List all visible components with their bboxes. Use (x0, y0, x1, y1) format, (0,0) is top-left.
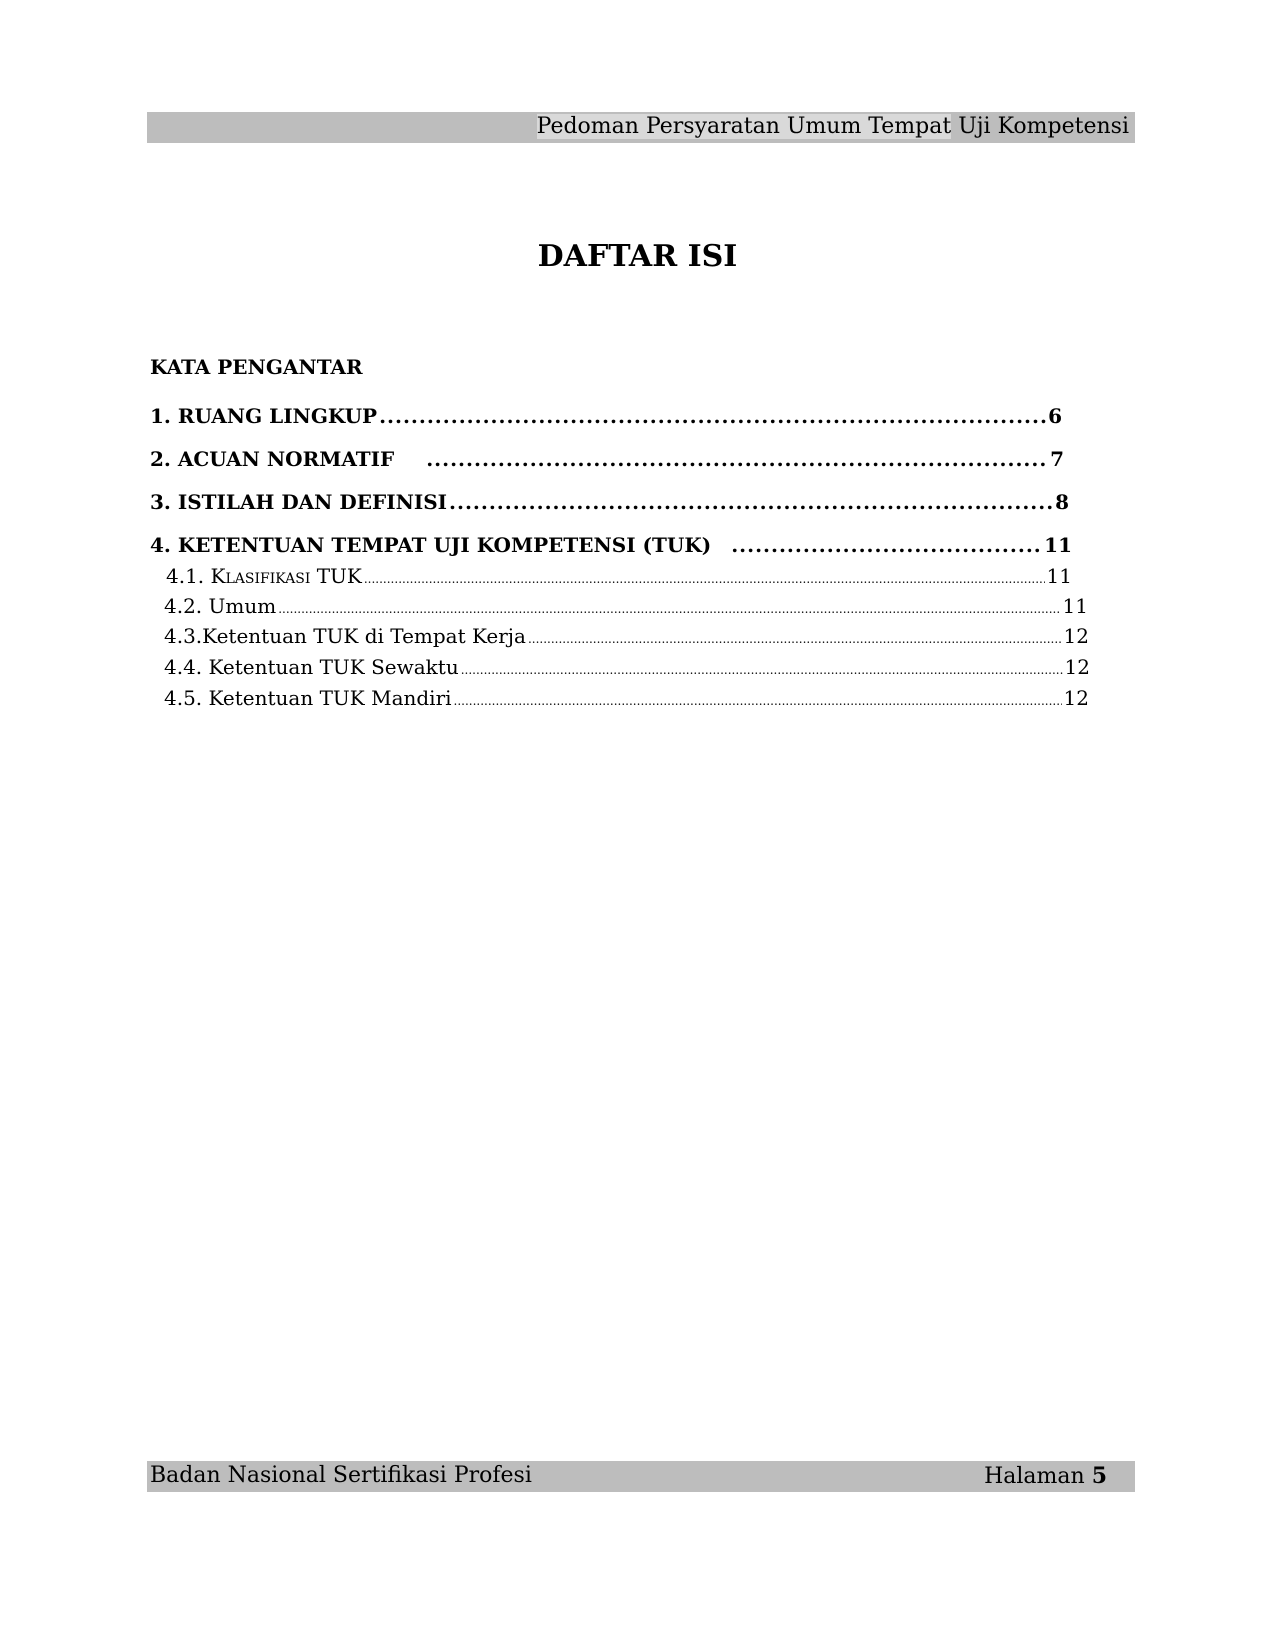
toc-entry-label: 2. ACUAN NORMATIF (150, 447, 395, 471)
toc-entry-label: 3. ISTILAH DAN DEFINISI (150, 490, 448, 514)
toc-subentry[interactable] (164, 593, 1088, 622)
toc-subentry-label: 4.4. Ketentuan TUK Sewaktu (164, 655, 459, 679)
toc-subentry-page: 11 (1062, 594, 1088, 618)
toc-leader (731, 532, 1042, 558)
toc-subentry[interactable] (166, 563, 1072, 592)
toc-leader (454, 688, 1062, 714)
toc-entry[interactable] (150, 532, 1072, 558)
toc-subentry-label: 4.3.Ketentuan TUK di Tempat Kerja (164, 624, 526, 648)
footer-organization: Badan Nasional Sertifikasi Profesi (150, 1463, 532, 1488)
toc-subentry-page: 12 (1063, 624, 1089, 648)
footer-page-number: 5 (1091, 1463, 1107, 1489)
toc-subentry-label: 4.2. Umum (164, 594, 277, 618)
toc-subentry-page: 12 (1064, 655, 1090, 679)
toc-entry-page: 11 (1044, 533, 1072, 557)
header-title (537, 114, 1129, 140)
toc-leader (426, 446, 1048, 472)
page-header (147, 112, 1135, 143)
page-footer (147, 1461, 1135, 1492)
toc-subentry-page: 11 (1046, 564, 1072, 588)
toc-entry-label: 1. RUANG LINGKUP (150, 404, 378, 428)
toc-entry[interactable] (150, 489, 1069, 515)
toc-entry-page: 7 (1050, 447, 1064, 471)
toc-leader (364, 566, 1045, 592)
toc-subentry-label: 4.5. Ketentuan TUK Mandiri (164, 686, 452, 710)
footer-page-indicator (984, 1463, 1107, 1490)
toc-leader (379, 403, 1046, 429)
toc-leader (449, 489, 1053, 515)
toc-subentry-page: 12 (1063, 686, 1089, 710)
toc-entry[interactable] (150, 446, 1064, 472)
footer-page-label: Halaman (984, 1464, 1085, 1489)
toc-entry-page: 6 (1048, 404, 1062, 428)
toc-subentry[interactable] (164, 623, 1089, 652)
toc-subentry[interactable] (164, 654, 1090, 683)
toc-entry-label: 4. KETENTUAN TEMPAT UJI KOMPETENSI (TUK) (150, 533, 712, 557)
document-title: DAFTAR ISI (537, 239, 738, 274)
toc-entry[interactable] (150, 403, 1062, 429)
header-title-part1: Pedoman Persyaratan Umum Tempat (536, 114, 952, 139)
toc-subentry[interactable] (164, 685, 1089, 714)
toc-subentry-label: 4.1. Klasifikasi TUK (166, 564, 362, 588)
toc-leader (461, 657, 1063, 683)
toc-leader (528, 626, 1062, 652)
toc-entry-page: 8 (1055, 490, 1069, 514)
toc-leader (278, 596, 1060, 622)
header-title-part2: Uji Kompetensi (951, 114, 1129, 139)
toc-heading: KATA PENGANTAR (150, 355, 363, 379)
